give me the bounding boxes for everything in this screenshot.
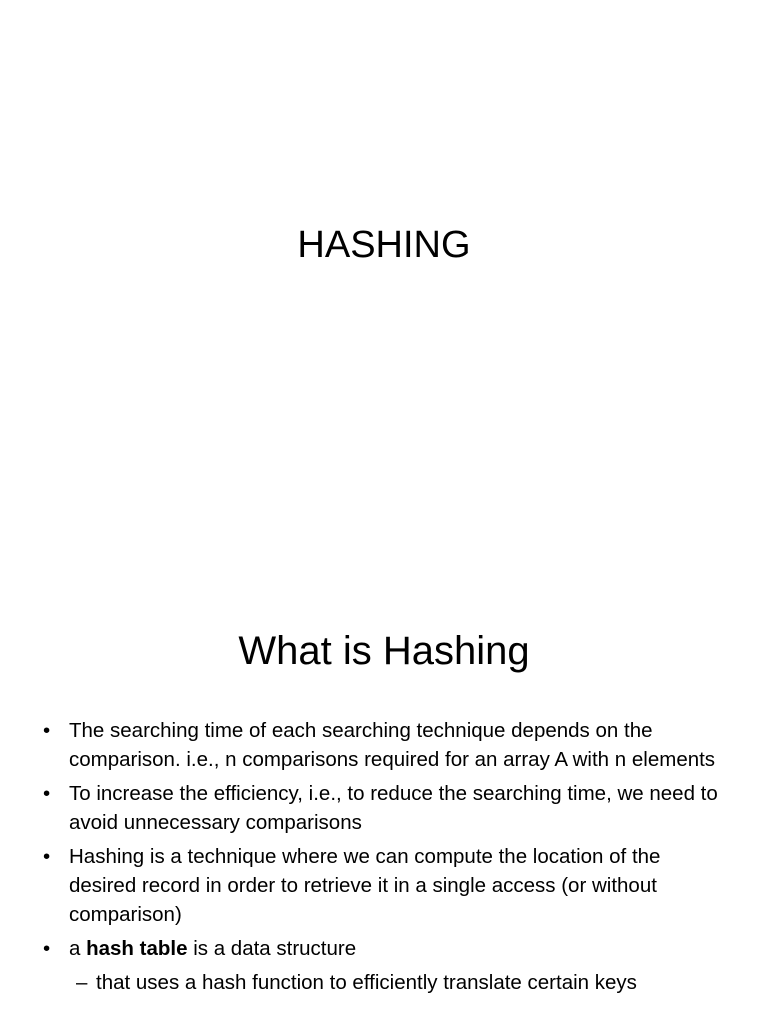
bullet-item <box>0 779 768 837</box>
bullet-text: To increase the efficiency, i.e., to reduce the searching time, we need to avoid unnecessary comparisons <box>69 782 718 834</box>
bullet-item <box>0 716 768 774</box>
sub-bullet-item <box>0 968 728 997</box>
bullet-text: The searching time of each searching technique depends on the comparison. i.e., n comparisons required for an array A with n elements <box>69 719 716 771</box>
bullet-text-bold: hash table <box>86 937 188 960</box>
sub-bullet-text: that uses a hash function to efficiently translate certain keys <box>96 971 637 994</box>
bullet-dot: • <box>43 845 51 868</box>
bullet-text: Hashing is a technique where we can compute the location of the desired record in order to retrieve it in a single access (or without comparison) <box>69 845 661 926</box>
bullet-dot: • <box>43 782 51 805</box>
bullet-dot: • <box>43 719 51 742</box>
bullet-item <box>0 842 768 929</box>
bullet-text-suffix: is a data structure <box>187 937 357 960</box>
sub-bullet-dash: – <box>76 971 88 994</box>
slide-what-is-hashing <box>0 576 768 1024</box>
slide-title-heading: HASHING <box>297 224 471 266</box>
bullet-item <box>0 934 768 997</box>
slide-heading: What is Hashing <box>238 629 530 673</box>
bullet-dot: • <box>43 937 51 960</box>
bullet-text-prefix: a <box>69 937 87 960</box>
bullet-list <box>0 716 768 1002</box>
